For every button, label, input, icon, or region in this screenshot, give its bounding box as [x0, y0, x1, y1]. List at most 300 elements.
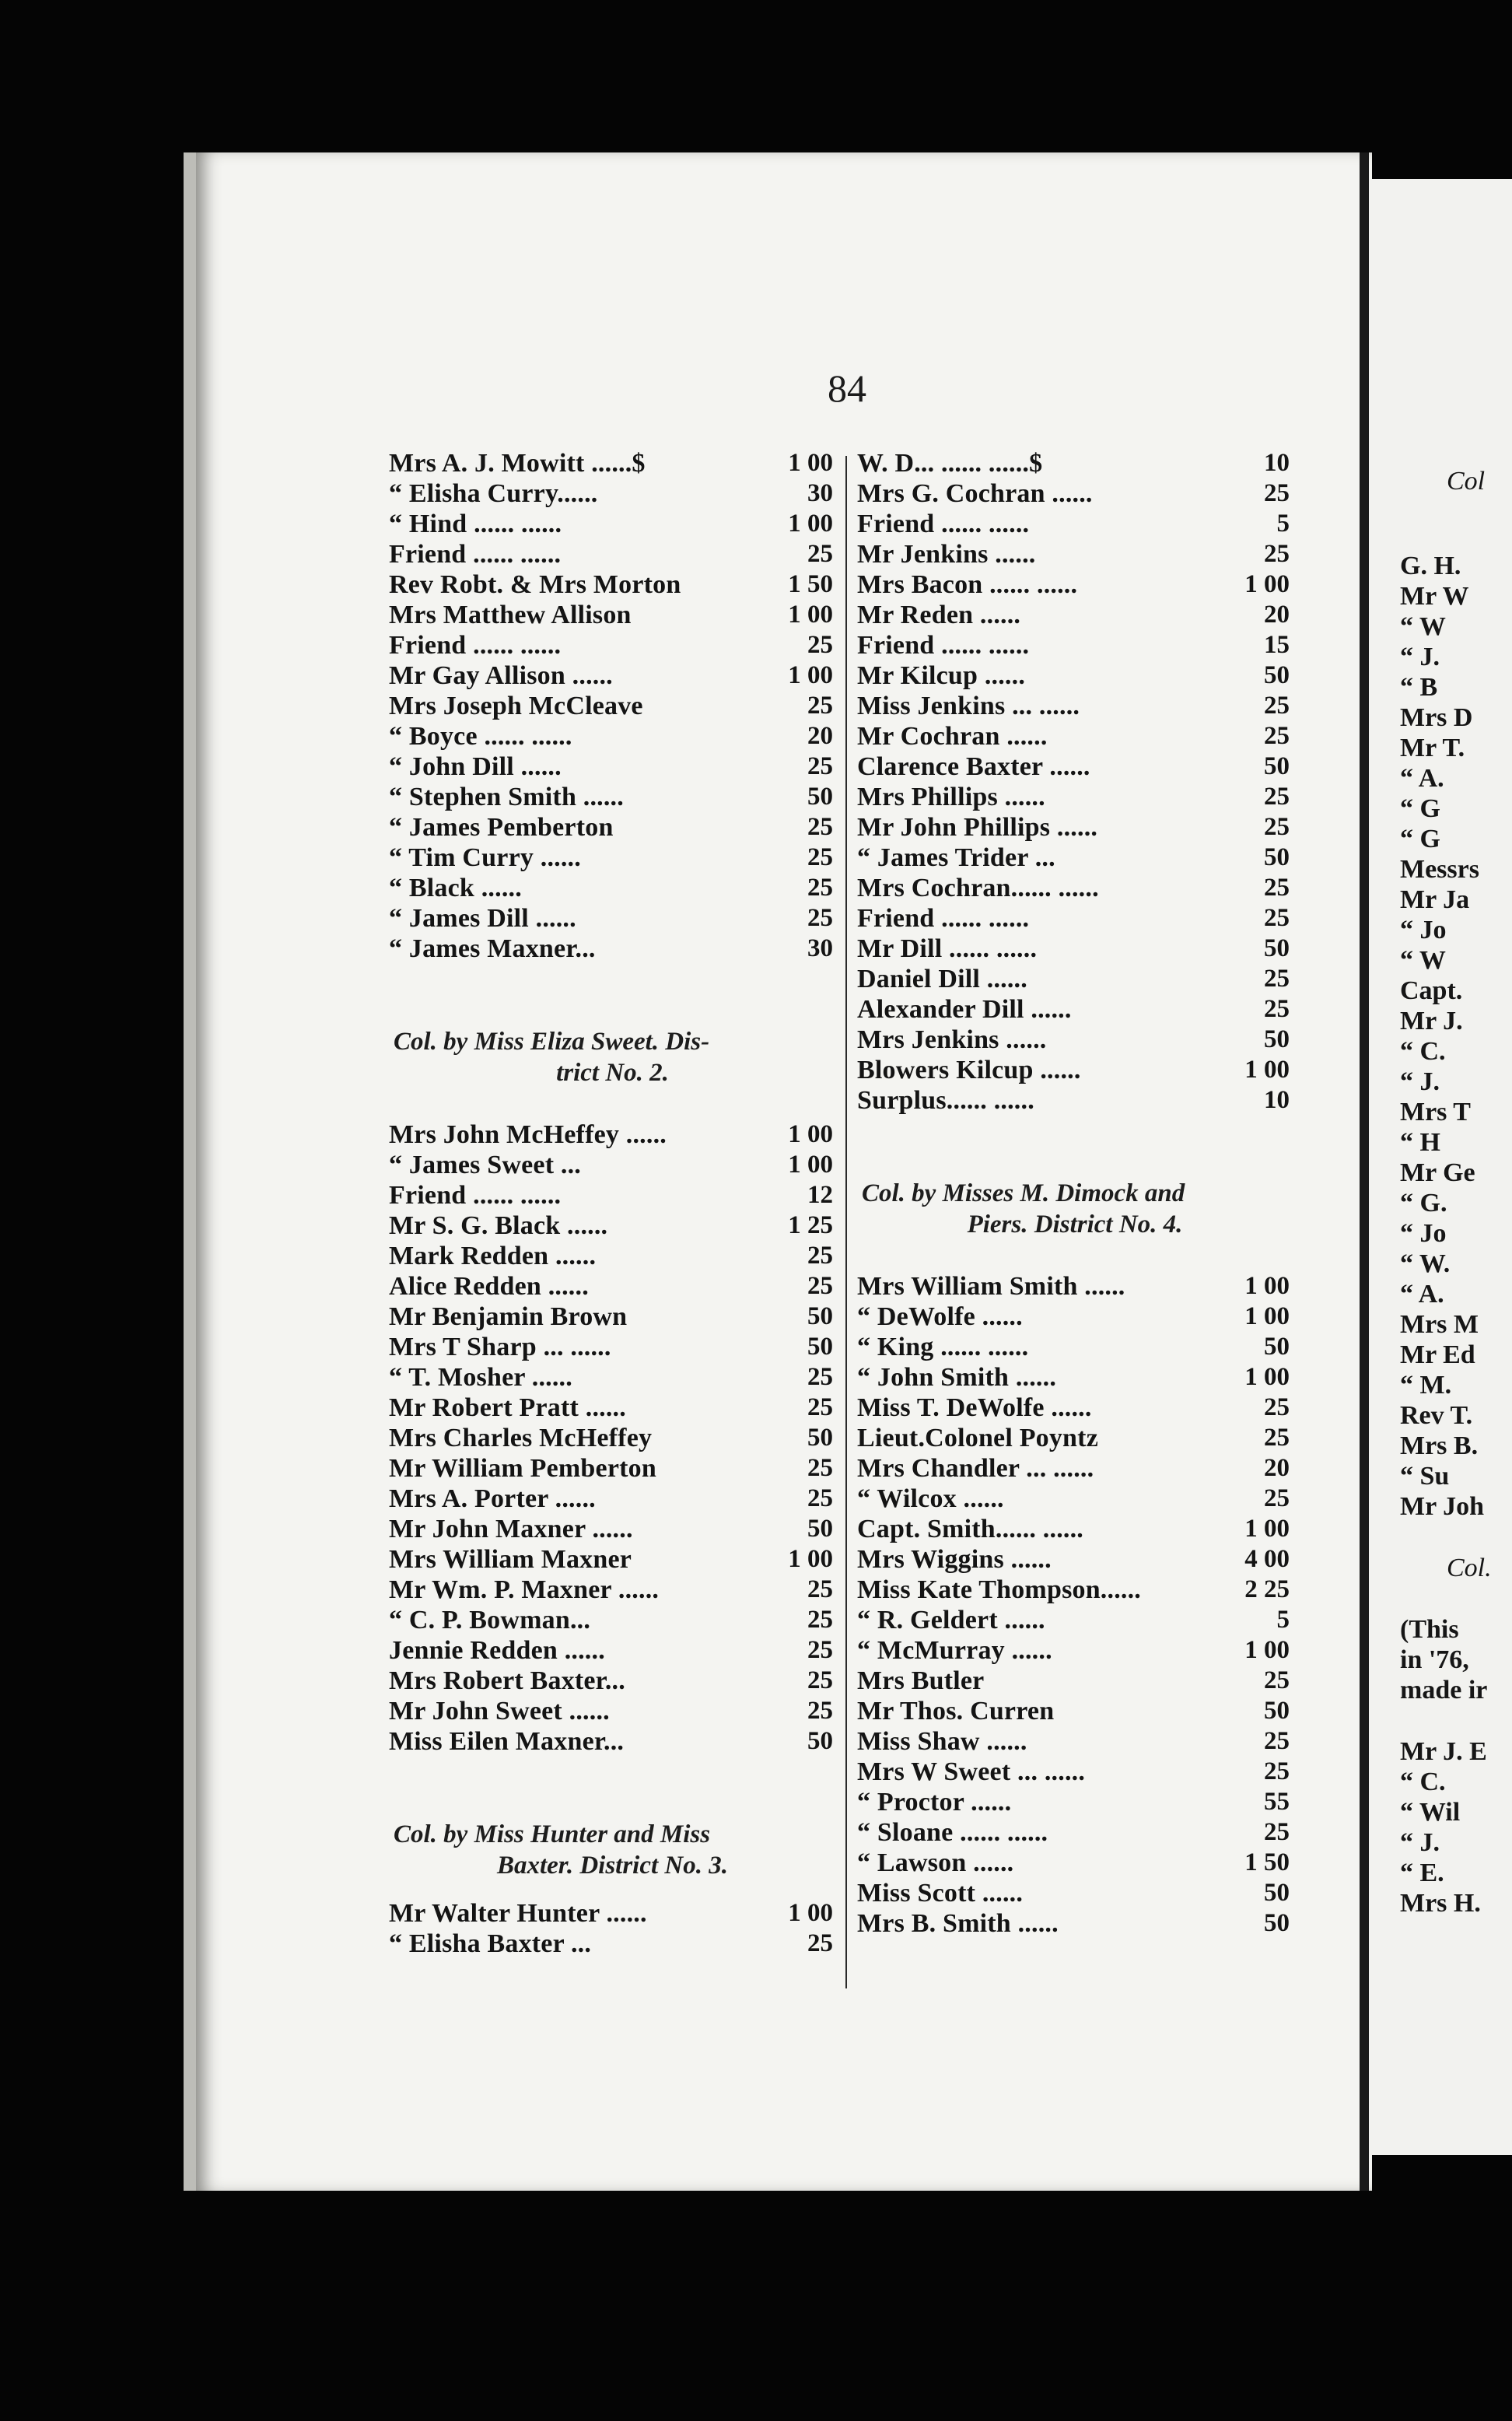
list-item: [857, 1393, 1293, 1423]
adjacent-line: “ Jo: [1400, 916, 1447, 944]
list-item: [857, 721, 1293, 752]
adjacent-line: Mrs M: [1400, 1310, 1479, 1339]
contribution-amount: 1 00: [1244, 1363, 1290, 1391]
middle-column: [857, 448, 1293, 1939]
contribution-amount: 30: [807, 934, 833, 962]
contribution-amount: 30: [807, 479, 833, 507]
middle-list-group-1: [857, 448, 1293, 1116]
list-item: [389, 1484, 836, 1514]
list-item: [857, 1605, 1293, 1635]
list-item: [857, 964, 1293, 994]
page-gutter: [1360, 152, 1369, 2191]
list-item: [857, 1484, 1293, 1514]
contributor-name: Mr Robert Pratt ......: [389, 1393, 626, 1422]
contribution-amount: 25: [807, 1242, 833, 1270]
list-item: [389, 1423, 836, 1453]
contribution-amount: 50: [1264, 1025, 1290, 1053]
contributor-name: Mark Redden ......: [389, 1241, 597, 1270]
list-item: [389, 1514, 836, 1544]
contribution-amount: 25: [807, 1363, 833, 1391]
contribution-amount: 50: [1264, 843, 1290, 871]
contributor-name: “ James Dill ......: [389, 903, 576, 933]
contribution-amount: 25: [807, 874, 833, 902]
contributor-name: Mrs Chandler ... ......: [857, 1453, 1094, 1483]
contributor-name: “ C. P. Bowman...: [389, 1605, 591, 1634]
list-item: [389, 509, 836, 539]
contribution-amount: 25: [1264, 479, 1290, 507]
contribution-amount: 25: [807, 752, 833, 780]
contributor-name: Alice Redden ......: [389, 1271, 589, 1301]
adjacent-line: Rev T.: [1400, 1401, 1473, 1430]
list-item: [857, 1423, 1293, 1453]
contributor-name: Mr Benjamin Brown: [389, 1302, 628, 1331]
list-item: [389, 1150, 836, 1180]
adjacent-line: “ B: [1400, 673, 1438, 702]
list-item: [389, 630, 836, 660]
list-item: [389, 1210, 836, 1241]
contributor-name: Mrs Charles McHeffey: [389, 1423, 653, 1452]
adjacent-line: Messrs: [1400, 855, 1479, 884]
contributor-name: “ T. Mosher ......: [389, 1362, 572, 1392]
adjacent-line: “ G.: [1400, 1189, 1447, 1218]
contributor-name: Mr Thos. Curren: [857, 1696, 1055, 1726]
contribution-amount: 50: [807, 1333, 833, 1361]
contribution-amount: 1 00: [1244, 1515, 1290, 1543]
contributor-name: Mrs Butler: [857, 1666, 985, 1695]
list-item: [389, 1929, 836, 1959]
list-item: [857, 478, 1293, 509]
contribution-amount: 5: [1276, 510, 1290, 538]
contributor-name: Mr Wm. P. Maxner ......: [389, 1575, 660, 1604]
adjacent-line: Mr Joh: [1400, 1492, 1484, 1521]
list-item: [857, 843, 1293, 873]
adjacent-line: “ W: [1400, 612, 1446, 641]
contributor-name: Mr William Pemberton: [389, 1453, 656, 1483]
list-item: [857, 812, 1293, 843]
adjacent-line: “ C.: [1400, 1037, 1446, 1066]
contributor-name: W. D... ...... ......$: [857, 448, 1043, 478]
adjacent-line: Capt.: [1400, 976, 1463, 1005]
contribution-amount: 1 00: [788, 449, 833, 477]
list-item: [857, 1575, 1293, 1605]
contribution-amount: 25: [1264, 1393, 1290, 1421]
contribution-amount: 25: [1264, 904, 1290, 932]
contributor-name: “ Sloane ...... ......: [857, 1817, 1048, 1847]
contributor-name: Friend ...... ......: [857, 903, 1030, 933]
contribution-amount: 1 00: [788, 1899, 833, 1927]
contribution-amount: 5: [1276, 1606, 1290, 1634]
list-item: [389, 1544, 836, 1575]
contributor-name: Mrs B. Smith ......: [857, 1908, 1059, 1938]
contributor-name: “ James Maxner...: [389, 934, 596, 963]
contributor-name: Daniel Dill ......: [857, 964, 1027, 993]
column-divider: [845, 456, 847, 1988]
contributor-name: Blowers Kilcup ......: [857, 1055, 1081, 1084]
district-3-heading-line1: Col. by Miss Hunter and Miss: [394, 1820, 711, 1848]
contributor-name: “ Lawson ......: [857, 1848, 1014, 1877]
contributor-name: Mrs A. J. Mowitt ......$: [389, 448, 646, 478]
adjacent-lines-bottom: [1369, 1737, 1512, 1919]
contribution-amount: 25: [1264, 813, 1290, 841]
adjacent-line: Mrs B.: [1400, 1431, 1479, 1460]
adjacent-line: Mr J.: [1400, 1007, 1463, 1035]
contribution-amount: 25: [807, 631, 833, 659]
list-item: [857, 1726, 1293, 1757]
list-item: [389, 1241, 836, 1271]
contribution-amount: 25: [1264, 1424, 1290, 1452]
list-item: [857, 1908, 1293, 1939]
list-item: [389, 478, 836, 509]
contributor-name: Friend ...... ......: [389, 630, 562, 660]
contribution-amount: 25: [807, 1929, 833, 1957]
contribution-amount: 50: [1264, 1879, 1290, 1907]
contributor-name: “ Elisha Baxter ...: [389, 1929, 592, 1958]
district-2-heading-line2: trict No. 2.: [556, 1059, 669, 1087]
district-4-heading-line2: Piers. District No. 4.: [967, 1210, 1183, 1239]
contribution-amount: 25: [807, 843, 833, 871]
list-item: [389, 1575, 836, 1605]
contribution-amount: 25: [1264, 783, 1290, 811]
left-list-group-3: [389, 1898, 836, 1959]
adjacent-line: “ W.: [1400, 1249, 1451, 1278]
contribution-amount: 50: [807, 1302, 833, 1330]
list-item: [389, 812, 836, 843]
list-item: [389, 903, 836, 934]
list-item: [389, 1453, 836, 1484]
list-item: [389, 1362, 836, 1393]
contribution-amount: 25: [807, 540, 833, 568]
contributor-name: Mrs Bacon ...... ......: [857, 569, 1078, 599]
contribution-amount: 25: [807, 1697, 833, 1725]
contributor-name: Miss T. DeWolfe ......: [857, 1393, 1092, 1422]
contribution-amount: 1 00: [1244, 1636, 1290, 1664]
contribution-amount: 50: [1264, 934, 1290, 962]
contribution-amount: 55: [1264, 1788, 1290, 1816]
list-item: [857, 1302, 1293, 1332]
list-item: [857, 539, 1293, 569]
district-3-heading: [389, 1819, 836, 1881]
contribution-amount: 20: [1264, 601, 1290, 629]
adjacent-line: Mr W: [1400, 582, 1469, 611]
adjacent-line: “ A.: [1400, 1280, 1444, 1309]
contributor-name: “ R. Geldert ......: [857, 1605, 1045, 1634]
contribution-amount: 1 00: [1244, 1056, 1290, 1084]
contributor-name: Mrs William Smith ......: [857, 1271, 1125, 1301]
contributor-name: Mr John Phillips ......: [857, 812, 1098, 842]
contributor-name: Mr Jenkins ......: [857, 539, 1036, 569]
adjacent-line: Mrs D: [1400, 703, 1473, 732]
contribution-amount: 50: [1264, 1909, 1290, 1937]
adjacent-line: Mr J. E: [1400, 1737, 1487, 1766]
contribution-amount: 1 00: [788, 1151, 833, 1179]
contributor-name: Mr John Sweet ......: [389, 1696, 610, 1726]
left-list-group-1: [389, 448, 836, 964]
contribution-amount: 25: [807, 1454, 833, 1482]
contribution-amount: 25: [807, 1606, 833, 1634]
contributor-name: Mr John Maxner ......: [389, 1514, 633, 1543]
contributor-name: Mrs William Maxner: [389, 1544, 632, 1574]
contributor-name: Alexander Dill ......: [857, 994, 1072, 1024]
contributor-name: Miss Eilen Maxner...: [389, 1726, 625, 1756]
list-item: [857, 448, 1293, 478]
list-item: [389, 752, 836, 782]
contribution-amount: 4 00: [1244, 1545, 1290, 1573]
list-item: [857, 1514, 1293, 1544]
contributor-name: Friend ...... ......: [857, 630, 1030, 660]
contribution-amount: 1 50: [788, 570, 833, 598]
adjacent-line: Mrs H.: [1400, 1889, 1481, 1918]
list-item: [389, 1119, 836, 1150]
list-item: [857, 903, 1293, 934]
adjacent-line: “ Wil: [1400, 1798, 1461, 1827]
contributor-name: “ James Pemberton: [389, 812, 614, 842]
list-item: [389, 600, 836, 630]
adjacent-line: “ J.: [1400, 1828, 1440, 1857]
list-item: [857, 994, 1293, 1025]
adjacent-line: “ E.: [1400, 1859, 1444, 1887]
contribution-amount: 50: [807, 1515, 833, 1543]
list-item: [857, 1787, 1293, 1817]
list-item: [389, 1898, 836, 1929]
district-3-heading-line2: Baxter. District No. 3.: [496, 1852, 729, 1880]
contributor-name: “ Wilcox ......: [857, 1484, 1004, 1513]
contributor-name: Rev Robt. & Mrs Morton: [389, 569, 681, 599]
contribution-amount: 25: [1264, 995, 1290, 1023]
contribution-amount: 25: [1264, 540, 1290, 568]
contribution-amount: 1 00: [1244, 570, 1290, 598]
contributor-name: Mrs A. Porter ......: [389, 1484, 596, 1513]
left-list-group-2: [389, 1119, 836, 1757]
contribution-amount: 25: [807, 904, 833, 932]
contributor-name: “ James Trider ...: [857, 843, 1055, 872]
adjacent-line: made ir: [1400, 1676, 1488, 1705]
adjacent-lines-top: [1369, 552, 1512, 1522]
adjacent-line: Mr Ge: [1400, 1158, 1475, 1187]
list-item: [857, 509, 1293, 539]
middle-list-group-4: [857, 1271, 1293, 1939]
contribution-amount: 25: [1264, 1666, 1290, 1694]
contribution-amount: 25: [807, 1575, 833, 1603]
list-item: [857, 1544, 1293, 1575]
district-4-heading: [857, 1178, 1293, 1240]
contributor-name: Mrs T Sharp ... ......: [389, 1332, 611, 1361]
contribution-amount: 25: [1264, 965, 1290, 993]
list-item: [389, 1635, 836, 1666]
contributor-name: Mrs John McHeffey ......: [389, 1119, 667, 1149]
list-item: [857, 752, 1293, 782]
list-item: [389, 1332, 836, 1362]
adjacent-page-fragment: [1369, 179, 1512, 2155]
list-item: [389, 843, 836, 873]
contributor-name: Mr Walter Hunter ......: [389, 1898, 647, 1928]
adjacent-heading-2: Col.: [1447, 1554, 1492, 1582]
list-item: [389, 1271, 836, 1302]
contributor-name: “ Stephen Smith ......: [389, 782, 624, 811]
page-number: 84: [828, 366, 866, 410]
contribution-amount: 25: [1264, 722, 1290, 750]
adjacent-line: “ A.: [1400, 764, 1444, 793]
contributor-name: “ King ...... ......: [857, 1332, 1029, 1361]
contributor-name: Lieut.Colonel Poyntz: [857, 1423, 1098, 1452]
adjacent-line: “ M.: [1400, 1371, 1452, 1400]
contributor-name: Mr Reden ......: [857, 600, 1021, 629]
contributor-name: “ Proctor ......: [857, 1787, 1012, 1817]
contributor-name: Mrs Wiggins ......: [857, 1544, 1052, 1574]
contribution-amount: 50: [807, 783, 833, 811]
adjacent-line: G. H.: [1400, 552, 1461, 580]
list-item: [857, 1817, 1293, 1848]
contribution-amount: 25: [1264, 874, 1290, 902]
contributor-name: “ Elisha Curry......: [389, 478, 598, 508]
contributor-name: Miss Shaw ......: [857, 1726, 1027, 1756]
list-item: [389, 1726, 836, 1757]
adjacent-line: “ Jo: [1400, 1219, 1447, 1248]
contribution-amount: 25: [807, 1484, 833, 1512]
contributor-name: Jennie Redden ......: [389, 1635, 605, 1665]
contributor-name: Miss Scott ......: [857, 1878, 1024, 1908]
adjacent-line: “ Su: [1400, 1462, 1450, 1491]
contribution-amount: 25: [807, 692, 833, 720]
contributor-name: Mr S. G. Black ......: [389, 1210, 608, 1240]
list-item: [857, 569, 1293, 600]
contributor-name: “ Hind ...... ......: [389, 509, 562, 538]
list-item: [389, 1393, 836, 1423]
contributor-name: Mrs Joseph McCleave: [389, 691, 643, 720]
contributor-name: “ Boyce ...... ......: [389, 721, 572, 751]
adjacent-line: “ G: [1400, 794, 1440, 823]
contribution-amount: 1 00: [788, 601, 833, 629]
contribution-amount: 1 00: [788, 510, 833, 538]
contribution-amount: 1 00: [788, 1120, 833, 1148]
list-item: [857, 1055, 1293, 1085]
contribution-amount: 50: [1264, 1697, 1290, 1725]
contribution-amount: 10: [1264, 449, 1290, 477]
adjacent-line: Mrs T: [1400, 1098, 1471, 1126]
contributor-name: Mrs Matthew Allison: [389, 600, 632, 629]
list-item: [857, 691, 1293, 721]
contributor-name: Mr Dill ...... ......: [857, 934, 1038, 963]
list-item: [857, 1453, 1293, 1484]
adjacent-line: “ H: [1400, 1128, 1440, 1157]
contributor-name: Mrs Cochran...... ......: [857, 873, 1099, 902]
adjacent-lines-mid: [1369, 1615, 1512, 1706]
contributor-name: Mr Cochran ......: [857, 721, 1048, 751]
list-item: [857, 873, 1293, 903]
adjacent-heading: Col: [1447, 467, 1486, 496]
contribution-amount: 2 25: [1244, 1575, 1290, 1603]
contribution-amount: 25: [1264, 1818, 1290, 1846]
list-item: [389, 1302, 836, 1332]
district-2-heading: [389, 1026, 836, 1088]
contribution-amount: 25: [807, 813, 833, 841]
contribution-amount: 25: [807, 1666, 833, 1694]
contribution-amount: 1 00: [788, 1545, 833, 1573]
contributor-name: Miss Kate Thompson......: [857, 1575, 1142, 1604]
contributor-name: Mr Kilcup ......: [857, 660, 1026, 690]
list-item: [389, 660, 836, 691]
adjacent-line: Mr T.: [1400, 734, 1465, 762]
contributor-name: Friend ...... ......: [389, 1180, 562, 1210]
district-2-heading-line1: Col. by Miss Eliza Sweet. Dis-: [394, 1028, 710, 1056]
contribution-amount: 20: [1264, 1454, 1290, 1482]
contribution-amount: 1 00: [1244, 1272, 1290, 1300]
list-item: [389, 1180, 836, 1210]
contributor-name: Friend ...... ......: [389, 539, 562, 569]
contributor-name: Capt. Smith...... ......: [857, 1514, 1083, 1543]
contribution-amount: 1 25: [788, 1211, 833, 1239]
adjacent-line: “ J.: [1400, 1067, 1440, 1096]
contribution-amount: 50: [807, 1727, 833, 1755]
list-item: [389, 539, 836, 569]
contributor-name: Mrs Jenkins ......: [857, 1025, 1047, 1054]
list-item: [389, 721, 836, 752]
contribution-amount: 10: [1264, 1086, 1290, 1114]
contribution-amount: 20: [807, 722, 833, 750]
district-4-heading-line1: Col. by Misses M. Dimock and: [862, 1179, 1185, 1207]
list-item: [857, 1696, 1293, 1726]
contributor-name: Friend ...... ......: [857, 509, 1030, 538]
list-item: [857, 1332, 1293, 1362]
list-item: [389, 1696, 836, 1726]
contributor-name: “ DeWolfe ......: [857, 1302, 1023, 1331]
contribution-amount: 25: [807, 1636, 833, 1664]
list-item: [389, 934, 836, 964]
list-item: [857, 1757, 1293, 1787]
adjacent-line: Mr Ed: [1400, 1340, 1475, 1369]
contribution-amount: 50: [807, 1424, 833, 1452]
contribution-amount: 50: [1264, 752, 1290, 780]
adjacent-line: (This: [1400, 1615, 1459, 1644]
contribution-amount: 1 50: [1244, 1848, 1290, 1876]
contributor-name: “ Tim Curry ......: [389, 843, 581, 872]
contribution-amount: 25: [1264, 1757, 1290, 1785]
list-item: [857, 1271, 1293, 1302]
list-item: [857, 1025, 1293, 1055]
list-item: [389, 691, 836, 721]
contributor-name: “ Black ......: [389, 873, 522, 902]
list-item: [389, 569, 836, 600]
contribution-amount: 50: [1264, 661, 1290, 689]
contribution-amount: 1 00: [1244, 1302, 1290, 1330]
contributor-name: Mrs W Sweet ... ......: [857, 1757, 1086, 1786]
list-item: [857, 660, 1293, 691]
contribution-amount: 25: [807, 1272, 833, 1300]
contributor-name: Mr Gay Allison ......: [389, 660, 613, 690]
list-item: [857, 1635, 1293, 1666]
list-item: [857, 1848, 1293, 1878]
list-item: [857, 1878, 1293, 1908]
contribution-amount: 50: [1264, 1333, 1290, 1361]
adjacent-line: “ W: [1400, 946, 1446, 975]
contribution-amount: 25: [1264, 1727, 1290, 1755]
contributor-name: Mrs G. Cochran ......: [857, 478, 1093, 508]
adjacent-line: in '76,: [1400, 1645, 1469, 1674]
contributor-name: “ McMurray ......: [857, 1635, 1052, 1665]
list-item: [857, 630, 1293, 660]
contributor-name: Miss Jenkins ... ......: [857, 691, 1080, 720]
contribution-amount: 25: [807, 1393, 833, 1421]
list-item: [857, 1085, 1293, 1116]
contributor-name: “ James Sweet ...: [389, 1150, 582, 1179]
list-item: [389, 1666, 836, 1696]
adjacent-line: “ G: [1400, 825, 1440, 853]
list-item: [857, 934, 1293, 964]
list-item: [389, 1605, 836, 1635]
list-item: [857, 782, 1293, 812]
contributor-name: “ John Dill ......: [389, 752, 562, 781]
adjacent-line: “ J.: [1400, 643, 1440, 671]
contribution-amount: 25: [1264, 1484, 1290, 1512]
